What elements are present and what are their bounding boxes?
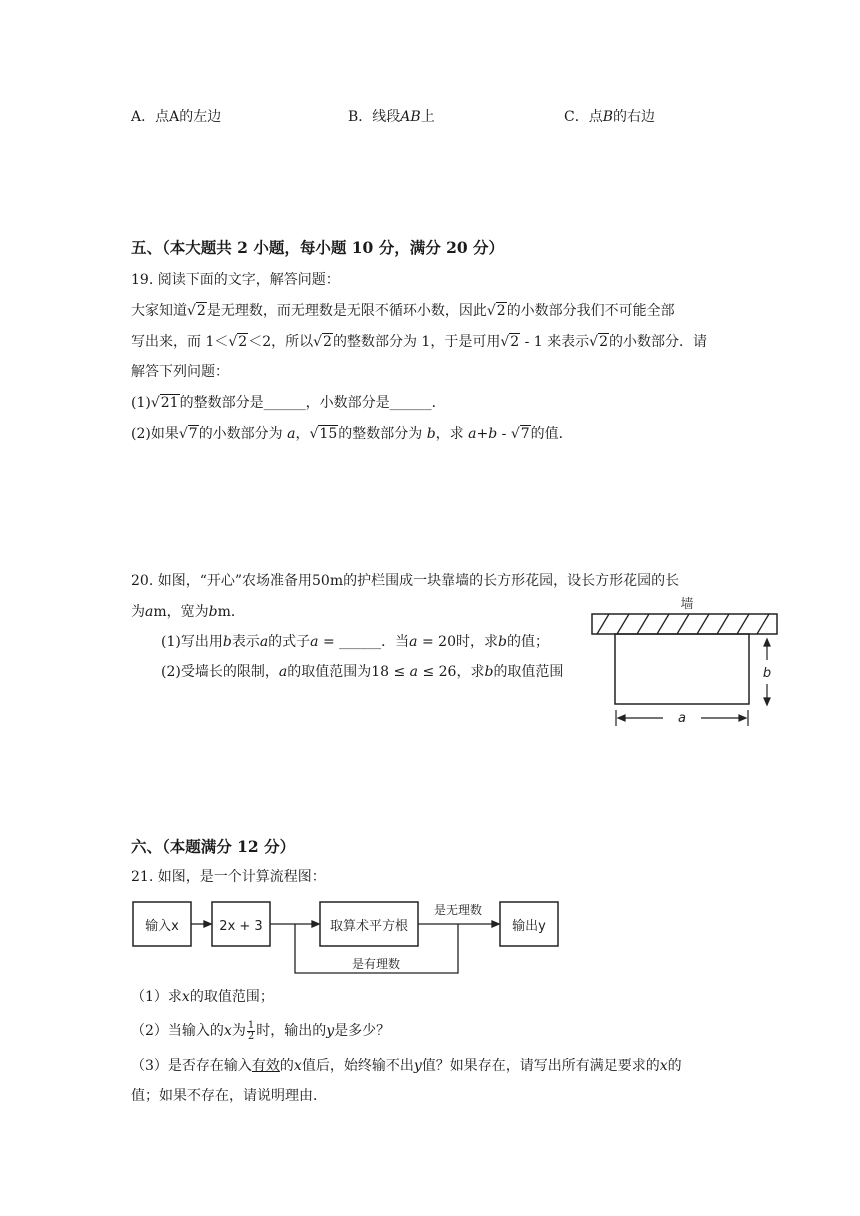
flow-rational-label: 是有理数 <box>351 957 401 971</box>
q19-l2c: 的整数部分为 1，于是可用 <box>332 334 501 350</box>
var-a: a <box>310 634 319 650</box>
sqrt-icon: √ <box>178 426 188 442</box>
flow-irrational-label: 是无理数 <box>433 903 483 917</box>
option-c-suffix: 的右边 <box>613 109 656 125</box>
q21-intro: 21. 如图，是一个计算流程图： <box>131 869 326 885</box>
radicand-2: 2 <box>238 334 248 350</box>
q21-p2c: 为 <box>231 1023 246 1039</box>
radicand-21: 21 <box>160 395 179 411</box>
q19-p2d: ， <box>295 426 310 442</box>
q21-part3 <box>131 1057 682 1075</box>
q21-part1 <box>131 988 274 1006</box>
q19-l1b: 是无理数，而无理数是无限不循环小数，因此 <box>206 303 487 319</box>
q19-l1c: 的小数部分我们不可能全部 <box>506 303 675 319</box>
q20-l2c: m，宽为 <box>153 604 209 620</box>
q19-l2e: 的小数部分．请 <box>609 334 708 350</box>
q19-l2b: ＜2，所以 <box>248 334 314 350</box>
q20-p1g: = ______．当 <box>318 634 410 650</box>
flowchart <box>130 893 570 983</box>
radicand-2: 2 <box>323 334 332 350</box>
sqrt-icon: √ <box>500 334 510 350</box>
q19-p2j: 的值． <box>530 426 573 442</box>
a-label: a <box>678 711 686 726</box>
q20-p1e: 的式子 <box>268 634 311 650</box>
var-a: a <box>145 604 154 620</box>
wall-hatching <box>597 614 769 634</box>
q21-p2a: （2）当输入的 <box>131 1023 224 1039</box>
radicand-7: 7 <box>520 426 530 442</box>
q21-part3-cont: 值；如果不存在，请说明理由． <box>131 1088 327 1104</box>
flow-output-label: 输出y <box>512 919 546 934</box>
option-c-prefix: C．点 <box>564 109 603 125</box>
q20-p1a: (1)写出用 <box>161 634 223 650</box>
var-b: b <box>222 634 232 650</box>
var-a: a <box>259 634 269 650</box>
q20-p2e: ≤ 26，求 <box>418 664 485 680</box>
option-b-var: AB <box>400 109 421 125</box>
option-a: A．点A的左边 <box>131 109 222 125</box>
q20-p1c: 表示 <box>231 634 260 650</box>
q19-line3: 解答下列问题： <box>131 364 229 380</box>
sqrt-icon: √ <box>313 334 323 350</box>
sqrt-icon: √ <box>187 303 196 319</box>
q19-number: 19. 阅读下面的文字，解答问题： <box>131 272 340 288</box>
q21-p2f: 是多少？ <box>334 1023 391 1039</box>
expr-a-plus-b: a+b <box>468 426 498 442</box>
q20-p1k: 的值； <box>506 634 549 650</box>
q20-part2 <box>161 663 563 681</box>
fraction-denominator: 2 <box>247 1030 255 1042</box>
q21-p3d: 值后，始终输不出 <box>301 1058 414 1074</box>
var-y: y <box>326 1023 335 1039</box>
sqrt-icon: √ <box>486 303 496 319</box>
q19-l1a: 大家知道 <box>131 303 187 319</box>
section5-heading: 五、（本大题共 2 小题，每小题 10 分，满分 20 分） <box>131 238 505 257</box>
wall <box>592 614 777 634</box>
q19-p2i: - <box>497 426 511 442</box>
flow-input-label: 输入x <box>145 919 179 934</box>
q19-part1 <box>131 394 446 412</box>
garden-figure <box>585 592 785 732</box>
radicand-2: 2 <box>496 303 506 319</box>
q21-p1a: （1）求 <box>131 989 182 1005</box>
sqrt-icon: √ <box>228 334 238 350</box>
q19-p2g: ，求 <box>435 426 469 442</box>
q19-part2 <box>131 425 573 443</box>
q19-p1a: (1) <box>131 395 151 411</box>
q21-p3f: 值？如果存在，请写出所有满足要求的 <box>421 1058 660 1074</box>
q19-p2e: 的整数部分为 <box>338 426 427 442</box>
option-b-prefix: B．线段 <box>348 109 401 125</box>
q19-p2a: (2)如果 <box>131 426 179 442</box>
var-a: a <box>287 426 296 442</box>
option-b <box>348 106 435 126</box>
var-a: a <box>409 664 419 680</box>
option-c <box>564 106 655 126</box>
q20-p2c: 的取值范围为18 ≤ <box>287 664 410 680</box>
q21-p1c: 的取值范围； <box>189 989 274 1005</box>
garden-rect <box>615 634 749 704</box>
q19-line2 <box>131 333 707 351</box>
var-b: b <box>484 664 494 680</box>
q19-line1 <box>131 302 675 320</box>
var-x: x <box>223 1023 232 1039</box>
q21-p3a: （3）是否存在输入 <box>131 1058 252 1074</box>
q20-p2a: (2)受墙长的限制， <box>161 664 279 680</box>
q20-line2 <box>131 603 245 621</box>
q21-p3h: 的 <box>667 1058 682 1074</box>
radicand-2: 2 <box>599 334 609 350</box>
q19-l2a: 写出来，而 1＜ <box>131 334 229 350</box>
var-b: b <box>426 426 436 442</box>
q20-p1i: = 20时，求 <box>417 634 498 650</box>
q21-part2 <box>131 1019 390 1043</box>
q20-line1: 20. 如图，“开心”农场准备用50m的护栏围成一块靠墙的长方形花园，设长方形花园的长 <box>131 573 680 589</box>
sqrt-icon: √ <box>589 334 599 350</box>
sqrt-icon: √ <box>309 426 319 442</box>
q20-l2e: m． <box>217 604 245 620</box>
q21-p2d: 时，输出的 <box>256 1023 327 1039</box>
var-b: b <box>497 634 507 650</box>
flow-expr-label: 2x + 3 <box>219 919 263 934</box>
q19-p2b: 的小数部分为 <box>198 426 288 442</box>
q19-l2d: - 1 来表示 <box>520 334 590 350</box>
var-y: y <box>413 1058 422 1074</box>
fraction-half <box>247 1021 255 1042</box>
option-c-var: B <box>602 109 614 125</box>
radicand-7: 7 <box>188 426 198 442</box>
section6-heading: 六、（本题满分 12 分） <box>131 837 296 856</box>
radicand-2: 2 <box>510 334 520 350</box>
var-a: a <box>409 634 418 650</box>
sqrt-icon: √ <box>150 395 160 411</box>
var-b: b <box>208 604 218 620</box>
sqrt-icon: √ <box>510 426 520 442</box>
var-a: a <box>278 664 288 680</box>
q19-p1b: 的整数部分是______，小数部分是______． <box>179 395 446 411</box>
var-x: x <box>181 989 190 1005</box>
wall-label: 墙 <box>680 597 694 612</box>
b-label: b <box>762 666 772 681</box>
radicand-2: 2 <box>196 303 206 319</box>
radicand-15: 15 <box>319 426 338 442</box>
q21-p3b: 的 <box>279 1058 294 1074</box>
q20-part1 <box>161 633 549 651</box>
option-b-suffix: 上 <box>420 109 435 125</box>
var-x: x <box>293 1058 302 1074</box>
underlined-valid: 有效 <box>251 1058 280 1074</box>
fraction-numerator: 1 <box>247 1019 255 1031</box>
q20-p2g: 的取值范围 <box>493 664 564 680</box>
var-x: x <box>659 1058 668 1074</box>
flow-sqrt-label: 取算术平方根 <box>329 919 409 934</box>
q20-l2a: 为 <box>131 604 145 620</box>
